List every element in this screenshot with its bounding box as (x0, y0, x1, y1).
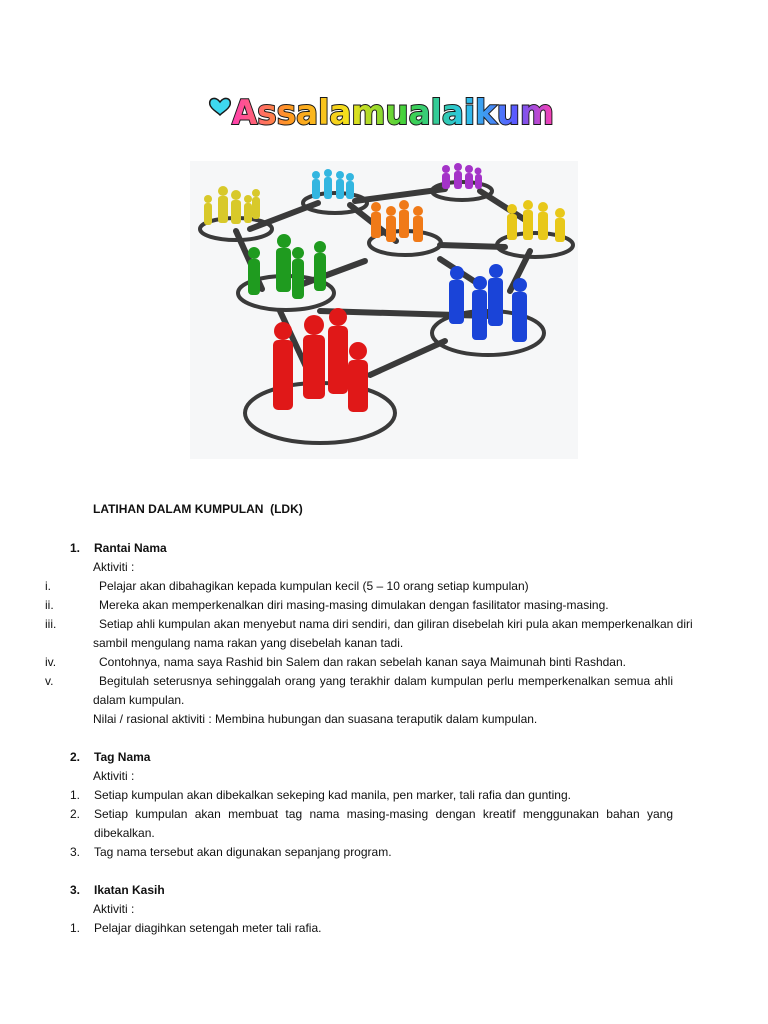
heart-icon (210, 98, 231, 115)
list-item: Pelajar diagihkan setengah meter tali rafia. (94, 921, 322, 935)
list-marker: 1. (70, 921, 81, 935)
list-item: Pelajar akan dibahagikan kepada kumpulan kecil (5 – 10 orang setiap kumpulan) (99, 579, 529, 593)
list-item: Setiap kumpulan akan dibekalkan sekeping kad manila, pen marker, tali rafia dan gunting. (94, 788, 571, 802)
section-1-note: Nilai / rasional aktiviti : Membina hubungan dan suasana teraputik dalam kumpulan. (93, 712, 538, 726)
list-marker: iii. (45, 617, 57, 631)
banner-text: Assalamualaikum (232, 93, 554, 133)
section-2-aktiviti: Aktiviti : (93, 769, 135, 783)
list-item: Mereka akan memperkenalkan diri masing-masing dimulakan dengan fasilitator masing-masing. (99, 598, 609, 612)
network-people-illustration (190, 161, 578, 459)
list-item: Begitulah seterusnya sehinggalah orang yang terakhir dalam kumpulan perlu memperkenalkan semua ahli (99, 674, 673, 688)
section-3-number: 3. (70, 883, 81, 897)
list-marker: i. (45, 579, 51, 593)
list-marker: 3. (70, 845, 81, 859)
list-marker: iv. (45, 655, 57, 669)
list-marker: ii. (45, 598, 54, 612)
section-1-heading: Rantai Nama (94, 541, 167, 555)
list-item: Setiap kumpulan akan membuat tag nama masing-masing dengan kreatif menggunakan bahan yang (94, 807, 673, 821)
list-item-continuation: sambil mengulang nama rakan yang disebelah kanan tadi. (93, 636, 404, 650)
list-item: Contohnya, nama saya Rashid bin Salem dan rakan sebelah kanan saya Maimunah binti Rashdan. (99, 655, 626, 669)
section-1-aktiviti: Aktiviti : (93, 560, 135, 574)
list-item-continuation: dibekalkan. (94, 826, 155, 840)
assalamualaikum-banner (208, 88, 558, 134)
section-3-heading: Ikatan Kasih (94, 883, 165, 897)
list-marker: v. (45, 674, 54, 688)
list-item: Tag nama tersebut akan digunakan sepanjang program. (94, 845, 392, 859)
list-item: Setiap ahli kumpulan akan menyebut nama diri sendiri, dan giliran disebelah kiri pula akan memperkenalkan diri (99, 617, 693, 631)
list-marker: 2. (70, 807, 81, 821)
section-1-number: 1. (70, 541, 81, 555)
list-item-continuation: dalam kumpulan. (93, 693, 185, 707)
page-title: LATIHAN DALAM KUMPULAN (LDK) (93, 502, 303, 516)
section-3-aktiviti: Aktiviti : (93, 902, 135, 916)
section-2-number: 2. (70, 750, 81, 764)
section-2-heading: Tag Nama (94, 750, 151, 764)
list-marker: 1. (70, 788, 81, 802)
